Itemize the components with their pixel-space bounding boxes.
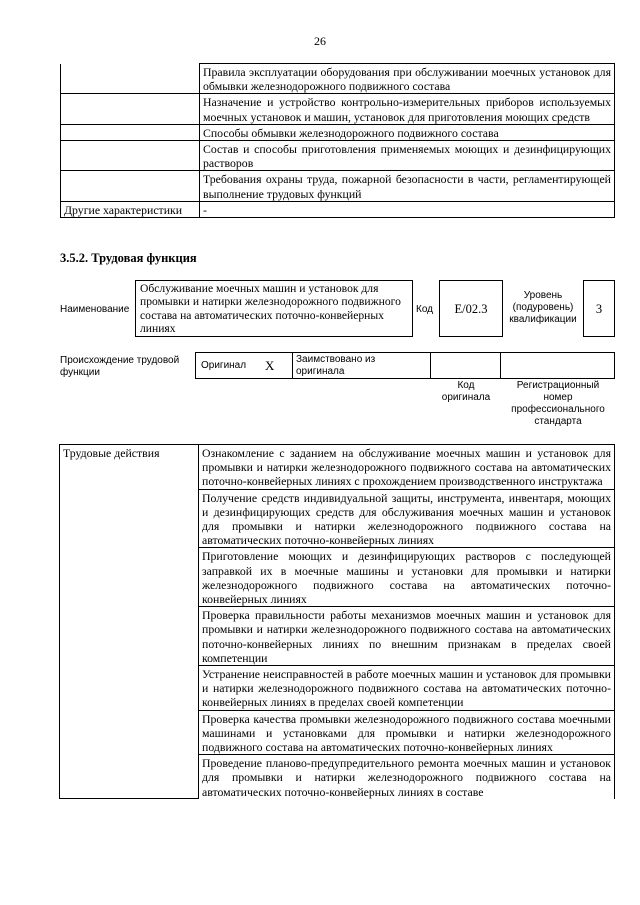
table-row: Требования охраны труда, пожарной безопасности в части, регламентирующей выполнение трудовых функций [200,171,615,201]
reg-number-caption: Регистрационный номер профессионального стандарта [511,380,605,427]
origin-divider [500,352,501,379]
knowledge-table [60,63,615,218]
level-label: Уровень (подуровень) квалификации [509,290,577,325]
level-box [583,280,615,337]
other-characteristics-label: Другие характеристики [61,201,200,217]
table-row: Состав и способы приготовления применяемых моющих и дезинфицирующих растворов [200,141,615,171]
page-number: 26 [314,34,326,48]
name-box [135,280,413,337]
borrowed-label: Заимствовано из оригинала [296,354,376,377]
table-row: Способы обмывки железнодорожного подвижного состава [200,124,615,140]
table-label-cell [61,124,200,140]
table-label-cell [61,171,200,201]
labor-actions-label: Трудовые действия [60,445,199,799]
table-row: Получение средств индивидуальной защиты, инструмента, инвентаря, моющих и дезинфицирующих средств для обслуживания моечных машин и установок для промывки и натирки железнодорожного подвижного состава на автоматических поточно-конвейерных линиях [199,489,615,548]
original-mark: X [265,358,275,373]
table-row: Проверка качества промывки железнодорожного подвижного состава моечными машинами и установками для промывки и натирки железнодорожного подвижного состава на автоматических поточно-конвейерных линиях [199,710,615,755]
function-name: Обслуживание моечных машин и установок для промывки и натирки железнодорожного подвижного состава на автоматических поточно-конвейерных линиях [140,282,401,336]
table-row: Назначение и устройство контрольно-измерительных приборов используемых моечных установок и машин, установок для приготовления моющих средств [200,94,615,124]
table-label-cell [61,141,200,171]
table-row: Проверка правильности работы механизмов моечных машин и установок для промывки и натирки железнодорожного подвижного состава на автоматических поточно-конвейерных линиях по внешним признакам в пределах своей компетенции [199,607,615,666]
table-row: Приготовление моющих и дезинфицирующих растворов с последующей заправкой их в моечные машины и установки для промывки и натирки железнодорожного подвижного состава на автоматических поточно-конвейерных линиях [199,548,615,607]
table-row: Проведение планово-предупредительного ремонта моечных машин и установок для промывки и натирки железнодорожного подвижного состава на автоматических поточно-конвейерных линиях в составе [199,755,615,799]
name-label: Наименование [60,304,130,315]
origin-divider [430,352,431,379]
table-label-cell [61,94,200,124]
table-row: Устранение неисправностей в работе моечных машин и установок для промывки и натирки железнодорожного подвижного состава на автоматических поточно-конвейерных линиях в пределах своей компетенции [199,666,615,711]
origin-label: Происхождение трудовой функции [60,355,180,378]
section-heading: 3.5.2. Трудовая функция [60,251,197,265]
code-box [439,280,503,337]
origin-code-caption: Код оригинала [441,380,491,403]
code-value: E/02.3 [454,302,488,316]
code-label: Код [416,304,434,315]
table-row: Правила эксплуатации оборудования при обслуживании моечных установок для обмывки железнодорожного подвижного состава [200,64,615,94]
original-label: Оригинал [201,360,247,371]
origin-divider [292,352,293,379]
table-row: Ознакомление с заданием на обслуживание моечных машин и установок для промывки и натирки железнодорожного подвижного состава на автоматических поточно-конвейерных линиях с прохождением производственного инструктажа [199,445,615,490]
table-label-cell [61,64,200,94]
level-value: 3 [595,302,603,316]
other-characteristics-value: - [200,201,615,217]
labor-actions-table [59,444,615,799]
